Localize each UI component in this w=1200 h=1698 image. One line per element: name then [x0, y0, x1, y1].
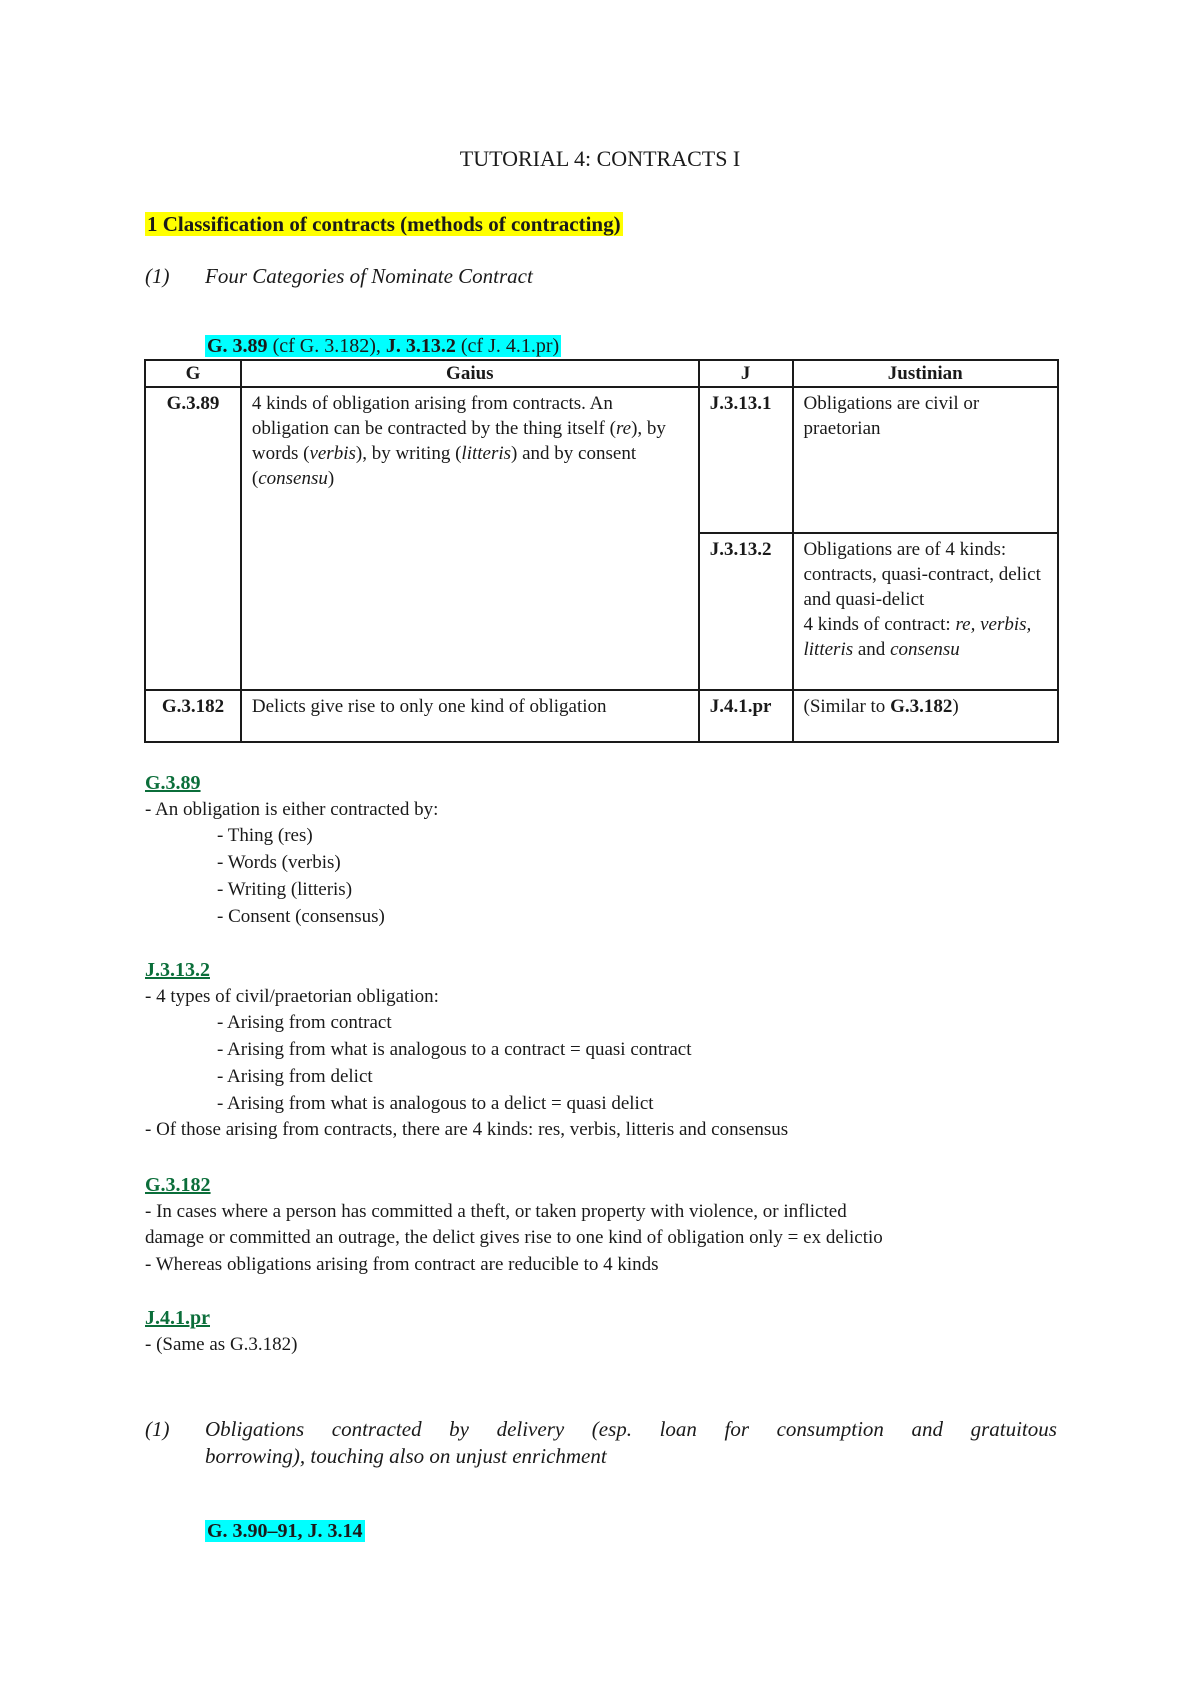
item-text [205, 1416, 1057, 1470]
note-line: - Whereas obligations arising from contract are reducible to 4 kinds [145, 1254, 659, 1276]
item-text: Four Categories of Nominate Contract [205, 264, 533, 288]
note-heading: J.3.13.2 [145, 959, 210, 981]
word: by [449, 1417, 469, 1441]
cell-gaius: Delicts give rise to only one kind of obligation [241, 690, 699, 742]
list-item: - Words (verbis) [217, 852, 341, 874]
citation-g389: G. 3.89 [207, 335, 268, 357]
list-item: - Arising from contract [217, 1012, 392, 1034]
table-row [145, 690, 1058, 742]
citation-highlight: G. 3.90–91, J. 3.14 [207, 1520, 363, 1542]
note-heading: J.4.1.pr [145, 1307, 210, 1329]
page-title: TUTORIAL 4: CONTRACTS I [459, 146, 741, 171]
cell-j-ref: J.4.1.pr [699, 690, 793, 742]
note-line: - Of those arising from contracts, there are 4 kinds: res, verbis, litteris and consensus [145, 1119, 789, 1141]
cell-gaius: 4 kinds of obligation arising from contracts. An obligation can be contracted by the thing itself (re), by words (verbis), by writing (litteris) and by consent (consensu) [241, 387, 699, 690]
note-j41pr [145, 1305, 298, 1358]
note-line: damage or committed an outrage, the delict gives rise to one kind of obligation only = ex delictio [145, 1227, 883, 1249]
item-text-line [205, 1416, 1057, 1443]
list-item: - Consent (consensus) [217, 905, 385, 927]
header-j: J [699, 360, 793, 387]
note-line: - (Same as G.3.182) [145, 1333, 298, 1355]
table-row [145, 387, 1058, 533]
item-text-line: borrowing), touching also on unjust enrichment [205, 1444, 607, 1468]
word: (esp. [591, 1417, 633, 1441]
cell-j-ref: J.3.13.1 [699, 387, 793, 533]
header-gaius: Gaius [241, 360, 699, 387]
item-number: (1) [145, 1417, 170, 1441]
item-number: (1) [145, 264, 170, 288]
list-item: - Thing (res) [217, 825, 313, 847]
note-heading: G.3.89 [145, 772, 201, 794]
section-heading: 1 Classification of contracts (methods of contracting) [147, 212, 621, 236]
note-line: - 4 types of civil/praetorian obligation: [145, 985, 439, 1007]
cell-j-ref: J.3.13.2 [699, 533, 793, 690]
note-g3182 [145, 1172, 883, 1279]
cell-justinian: Obligations are of 4 kinds: contracts, quasi-contract, delict and quasi-delict 4 kinds of contract: re, verbis, litteris and consensu [793, 533, 1059, 690]
citation-cf-j41pr: (cf J. 4.1.pr) [455, 335, 560, 357]
word: loan [659, 1417, 697, 1441]
word: gratuitous [970, 1417, 1057, 1441]
citation-line [205, 1519, 365, 1543]
word: for [724, 1417, 750, 1441]
citation-highlight [205, 335, 561, 357]
word: and [911, 1417, 944, 1441]
word: consumption [776, 1417, 884, 1441]
list-item-four-categories [145, 264, 533, 289]
note-heading: G.3.182 [145, 1174, 211, 1196]
word: contracted [331, 1417, 422, 1441]
comparison-table [144, 359, 1059, 743]
word: delivery [496, 1417, 565, 1441]
cell-justinian: (Similar to G.3.182) [793, 690, 1059, 742]
list-item: - Arising from what is analogous to a delict = quasi delict [217, 1092, 654, 1114]
list-item: - Arising from delict [217, 1065, 373, 1087]
citation-j3132: J. 3.13.2 [385, 335, 456, 357]
note-line: - In cases where a person has committed a theft, or taken property with violence, or inflicted [145, 1200, 847, 1222]
table-header-row [145, 360, 1058, 387]
note-g389 [145, 770, 438, 930]
citation-cf-g3182: (cf G. 3.182), [267, 335, 386, 357]
note-line: - An obligation is either contracted by: [145, 798, 439, 820]
cell-g-ref: G.3.182 [145, 690, 241, 742]
cell-g-ref: G.3.89 [145, 387, 241, 690]
list-item: - Writing (litteris) [217, 878, 353, 900]
list-item-delivery [145, 1416, 1057, 1470]
word: Obligations [205, 1417, 305, 1441]
note-j3132 [145, 957, 788, 1144]
header-justinian: Justinian [793, 360, 1059, 387]
header-g: G [145, 360, 241, 387]
cell-justinian: Obligations are civil or praetorian [793, 387, 1059, 533]
list-item: - Arising from what is analogous to a contract = quasi contract [217, 1039, 692, 1061]
citation-line [205, 334, 561, 358]
